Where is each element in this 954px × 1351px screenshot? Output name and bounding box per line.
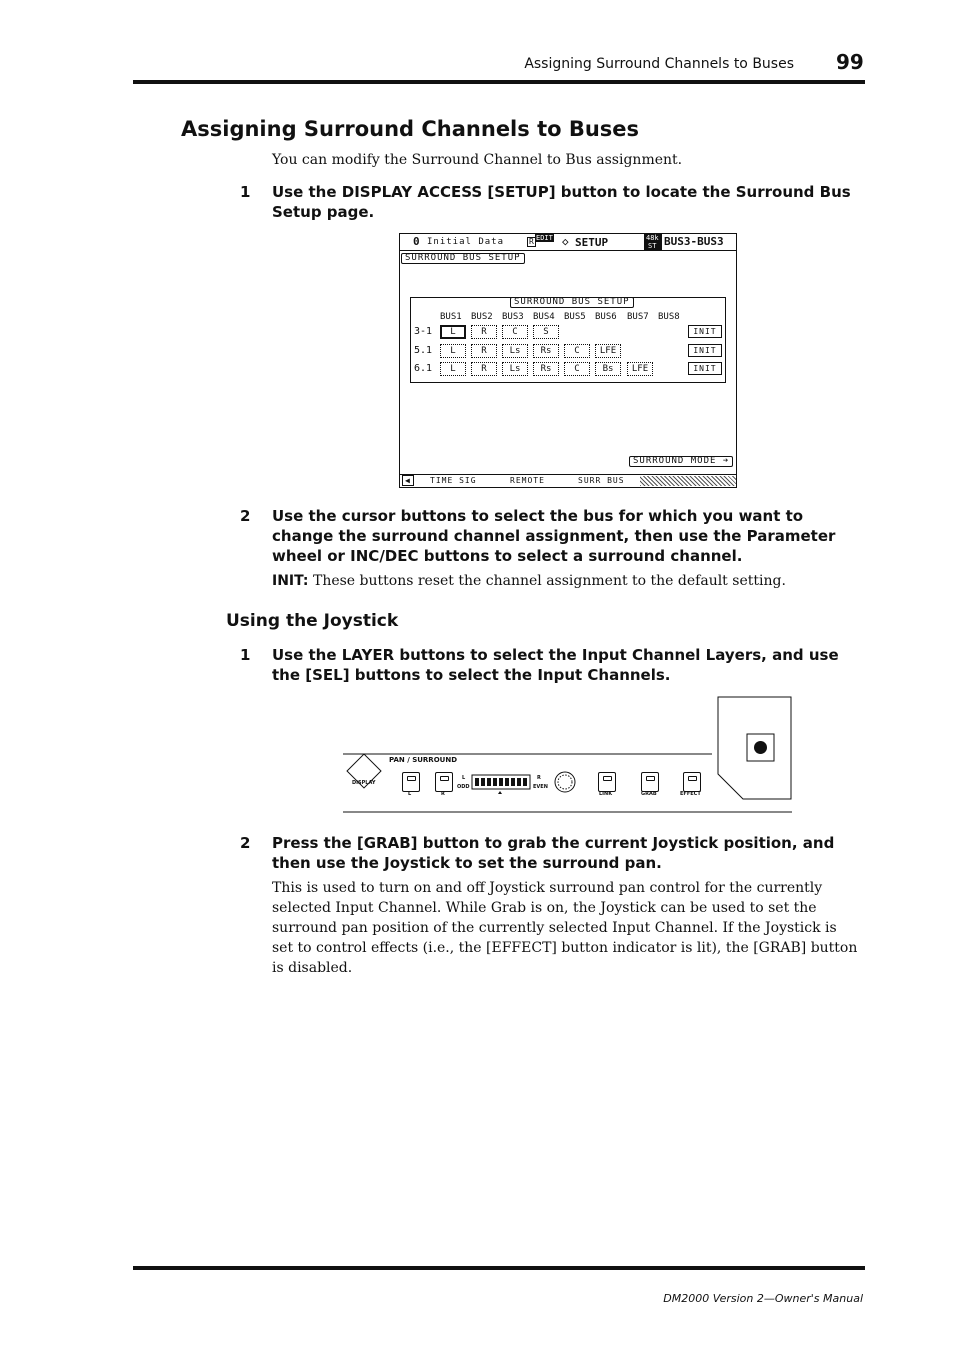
header-rule bbox=[133, 80, 865, 84]
section-title: Assigning Surround Channels to Buses bbox=[181, 117, 640, 141]
bus-cell[interactable]: S bbox=[533, 325, 559, 339]
bus-cell[interactable]: Rs bbox=[533, 344, 559, 358]
fs-bottom: ST bbox=[648, 242, 657, 250]
bus-cell[interactable]: C bbox=[564, 362, 590, 376]
scene-number: 0 bbox=[413, 235, 420, 248]
surround-mode-label: SURROUND MODE bbox=[633, 456, 717, 466]
lcd-tab-bar bbox=[400, 474, 736, 487]
bus-cell[interactable]: R bbox=[471, 344, 497, 358]
bus-cell[interactable]: Ls bbox=[502, 344, 528, 358]
scene-name: Initial Data bbox=[427, 237, 505, 247]
footer-text: DM2000 Version 2—Owner's Manual bbox=[663, 1292, 863, 1305]
grab-paragraph: This is used to turn on and off Joystick surround pan control for the currently selected Input Channel. While Grab is on, the Joystick can be used to set the surround pan position of the currently selected Input Channel. If the Joystick is set to control effects (i.e., the [EFFECT] button indicator is lit), the [GRAB] button is disabled. bbox=[272, 880, 858, 976]
fs-top: 48k bbox=[646, 234, 659, 242]
mode-label: 6.1 bbox=[414, 363, 433, 374]
effect-button[interactable] bbox=[683, 772, 701, 792]
bus-cell[interactable]: LFE bbox=[627, 362, 653, 376]
tab-hatch bbox=[640, 476, 736, 486]
init-button[interactable]: INIT bbox=[688, 325, 722, 338]
step-number: 2 bbox=[240, 507, 251, 525]
step-text: Use the cursor buttons to select the bus for which you want to change the surround channel assignment, then use the Parameter wheel or INC/DEC buttons to select a surround channel. bbox=[272, 507, 836, 565]
step-text: Use the DISPLAY ACCESS [SETUP] button to locate the Surround Bus Setup page. bbox=[272, 183, 851, 221]
effect-label: EFFECT bbox=[680, 791, 701, 797]
bus-cell[interactable]: Rs bbox=[533, 362, 559, 376]
running-header: Assigning Surround Channels to Buses bbox=[524, 56, 794, 72]
bus-cell[interactable]: LFE bbox=[595, 344, 621, 358]
even-r-label: R bbox=[537, 775, 541, 781]
intro-text: You can modify the Surround Channel to Bus assignment. bbox=[272, 152, 683, 168]
edit-badge: EDIT bbox=[536, 234, 553, 242]
step-number: 1 bbox=[240, 646, 251, 664]
page-number: 99 bbox=[836, 50, 864, 74]
tab-surr-bus[interactable]: SURR BUS bbox=[578, 476, 625, 485]
bus-cell[interactable]: R bbox=[471, 362, 497, 376]
page-name: SETUP bbox=[575, 236, 609, 249]
tab-remote[interactable]: REMOTE bbox=[510, 476, 545, 485]
link-button[interactable] bbox=[598, 772, 616, 792]
pan-l-label: L bbox=[408, 791, 412, 797]
pan-surround-label: PAN / SURROUND bbox=[389, 756, 458, 764]
subsection-title: Using the Joystick bbox=[226, 611, 399, 631]
init-note-text: These buttons reset the channel assignment to the default setting. bbox=[312, 573, 786, 589]
init-button[interactable]: INIT bbox=[688, 362, 722, 375]
bus-header: BUS1 bbox=[440, 312, 462, 322]
step-text: Press the [GRAB] button to grab the current Joystick position, and then use the Joystick to set the surround pan. bbox=[272, 834, 835, 872]
surround-bus-setup-screen bbox=[399, 233, 737, 488]
surround-mode-button[interactable] bbox=[629, 456, 733, 467]
odd-l-label: L bbox=[462, 775, 466, 781]
bus-range: BUS3-BUS3 bbox=[664, 235, 724, 248]
bus-header: BUS7 bbox=[627, 312, 649, 322]
bus-cell[interactable]: L bbox=[440, 362, 466, 376]
pan-r-button[interactable] bbox=[435, 772, 453, 792]
diamond-icon: ◇ bbox=[562, 235, 569, 248]
bus-header: BUS5 bbox=[564, 312, 586, 322]
bus-cell[interactable]: Ls bbox=[502, 362, 528, 376]
init-note bbox=[272, 571, 862, 591]
pan-l-button[interactable] bbox=[402, 772, 420, 792]
tab-left-arrow-icon[interactable]: ◀ bbox=[402, 475, 414, 486]
bus-cell[interactable]: L bbox=[440, 344, 466, 358]
page-label: SURROUND BUS SETUP bbox=[401, 253, 525, 264]
bus-cell[interactable]: C bbox=[502, 325, 528, 339]
display-label: DISPLAY bbox=[352, 780, 376, 786]
r-badge: R bbox=[529, 237, 534, 246]
step-number: 1 bbox=[240, 183, 251, 201]
bus-cell[interactable]: C bbox=[564, 344, 590, 358]
init-note-label: INIT: bbox=[272, 573, 309, 589]
even-label: EVEN bbox=[533, 784, 548, 790]
step-text: Use the LAYER buttons to select the Input Channel Layers, and use the [SEL] buttons to select the Input Channels. bbox=[272, 646, 839, 684]
arrow-right-icon: ➔ bbox=[722, 456, 730, 466]
init-button[interactable]: INIT bbox=[688, 344, 722, 357]
lcd-title-bar bbox=[400, 234, 736, 251]
bus-cell[interactable]: L bbox=[440, 325, 466, 339]
bus-cell[interactable]: Bs bbox=[595, 362, 621, 376]
mode-label: 5.1 bbox=[414, 345, 433, 356]
panel-label: SURROUND BUS SETUP bbox=[510, 297, 634, 308]
bus-cell[interactable]: R bbox=[471, 325, 497, 339]
pan-surround-panel bbox=[340, 696, 795, 814]
pan-r-label: R bbox=[441, 791, 445, 797]
footer-rule bbox=[133, 1266, 865, 1270]
bus-header: BUS2 bbox=[471, 312, 493, 322]
grab-label: GRAB bbox=[641, 791, 657, 797]
bus-header: BUS4 bbox=[533, 312, 555, 322]
mode-label: 3-1 bbox=[414, 326, 433, 337]
step-number: 2 bbox=[240, 834, 251, 852]
bus-header: BUS6 bbox=[595, 312, 617, 322]
bus-header: BUS8 bbox=[658, 312, 680, 322]
tab-time-sig[interactable]: TIME SIG bbox=[430, 476, 477, 485]
link-label: LINK bbox=[599, 791, 613, 797]
bus-header: BUS3 bbox=[502, 312, 524, 322]
odd-label: ODD bbox=[457, 784, 470, 790]
grab-button[interactable] bbox=[641, 772, 659, 792]
